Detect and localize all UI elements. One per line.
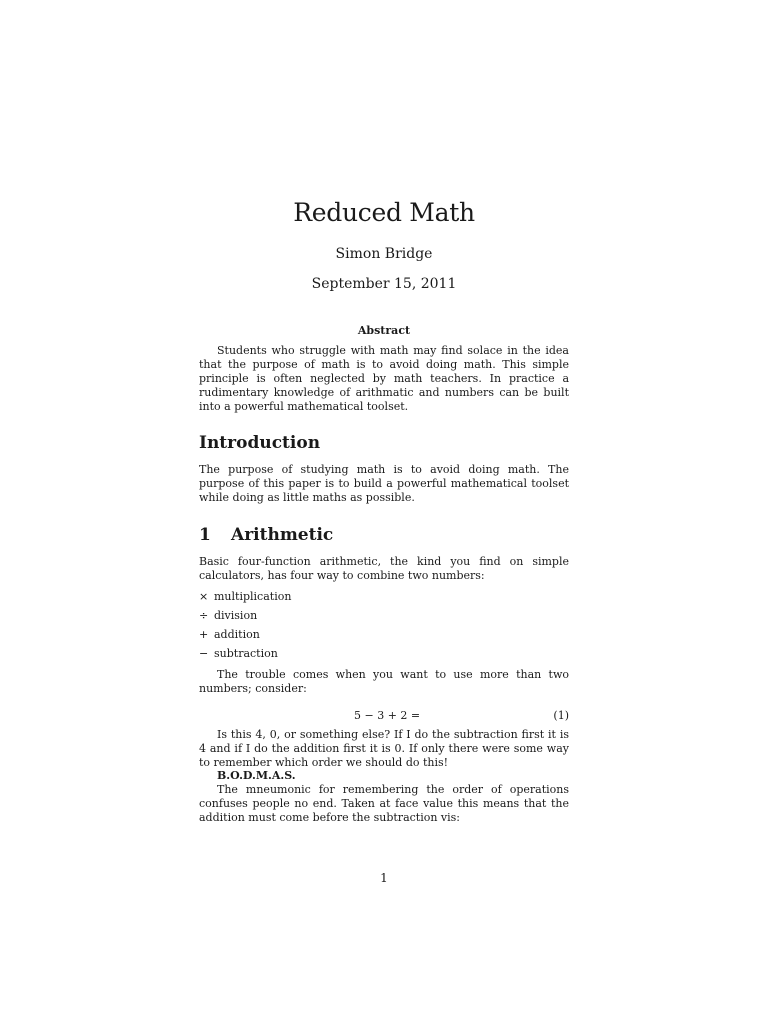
abstract-heading: Abstract [357, 324, 411, 337]
equation-number: (1) [553, 709, 569, 722]
page-number: 1 [380, 871, 388, 885]
arithmetic-heading-text: Arithmetic [231, 525, 334, 545]
operations-list [199, 590, 291, 666]
minus-sign-icon: − [199, 647, 209, 660]
paper-author: Simon Bridge [335, 246, 433, 262]
abstract-body: Students who struggle with math may find solace in the idea that the purpose of math is to avoid doing math. This simple principle is often neglected by math teachers. In practice a rudimentary knowledge of arithmatic and numbers can be built into a powerful mathematical toolset. [199, 344, 569, 413]
mnemonic-paragraph: The mneumonic for remembering the order of operations confuses people no end. Taken at face value this means that the addition must come before the subtraction vis: [199, 783, 569, 824]
trouble-paragraph: The trouble comes when you want to use more than two numbers; consider: [199, 668, 569, 695]
operation-label: subtraction [214, 647, 278, 660]
bodmas-heading: B.O.D.M.A.S. [217, 769, 296, 782]
introduction-heading [199, 433, 320, 453]
list-item [199, 647, 291, 666]
introduction-body: The purpose of studying math is to avoid doing math. The purpose of this paper is to build a powerful mathematical toolset while doing as little maths as possible. [199, 463, 569, 504]
list-item [199, 628, 291, 647]
paper-date: September 15, 2011 [311, 276, 457, 292]
operation-label: addition [214, 628, 260, 641]
plus-sign-icon: + [199, 628, 209, 641]
operation-label: multiplication [214, 590, 292, 603]
arithmetic-heading [199, 525, 333, 545]
list-item [199, 609, 291, 628]
list-item [199, 590, 291, 609]
paper-title: Reduced Math [293, 198, 475, 227]
introduction-heading-text: Introduction [199, 433, 321, 453]
question-paragraph: Is this 4, 0, or something else? If I do the subtraction first it is 4 and if I do the addition first it is 0. If only there were some way to remember which order we should do this! [199, 728, 569, 769]
arithmetic-intro: Basic four-function arithmetic, the kind you find on simple calculators, has four way to combine two numbers: [199, 555, 569, 582]
operation-label: division [214, 609, 258, 622]
division-sign-icon: ÷ [199, 609, 209, 622]
equation-1 [199, 709, 569, 723]
section-number: 1 [199, 525, 211, 545]
multiplication-sign-icon: × [199, 590, 209, 603]
equation-expression: 5 − 3 + 2 = [354, 709, 421, 722]
